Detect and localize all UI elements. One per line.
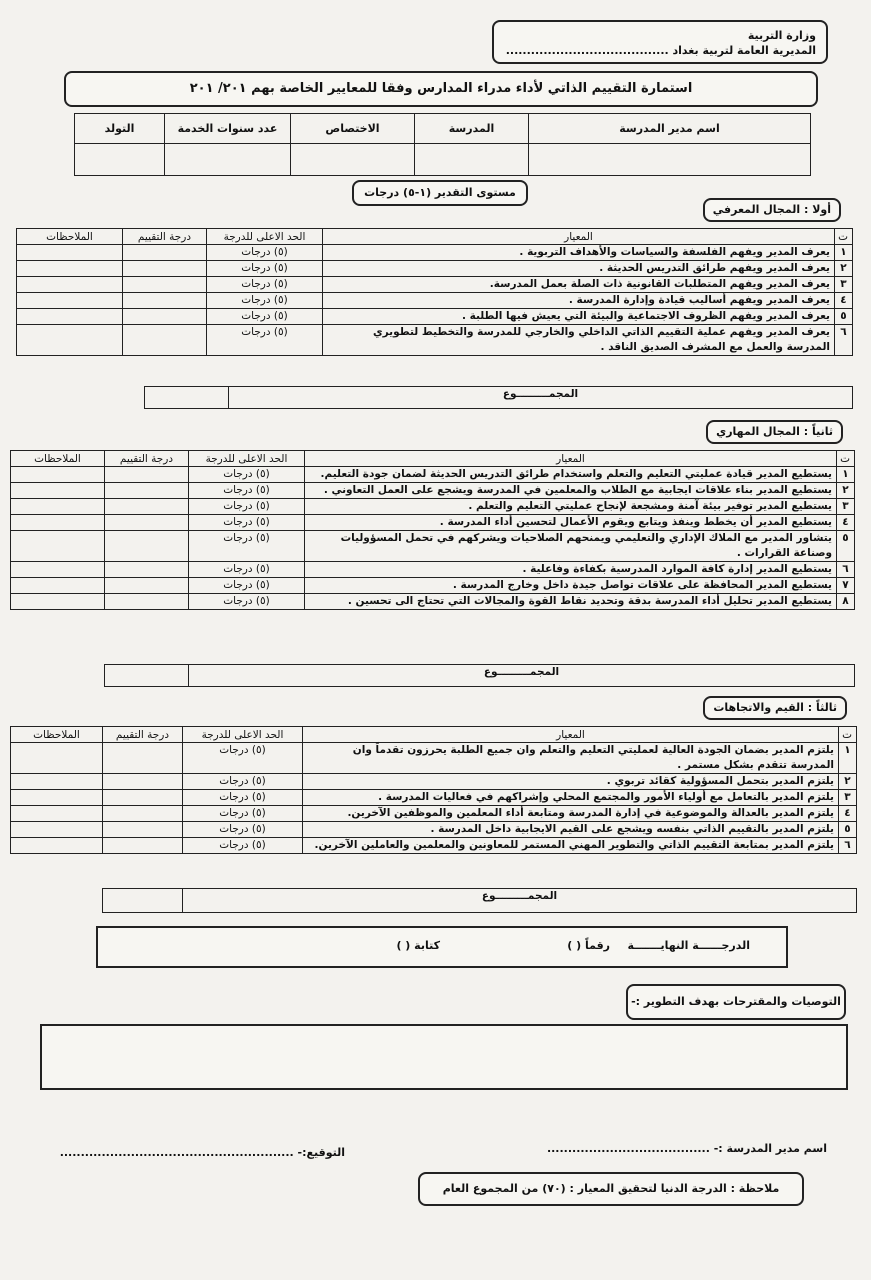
sum-score-field[interactable]	[105, 665, 189, 687]
col-header-max: الحد الاعلى للدرجة	[189, 451, 305, 467]
col-header-criterion: المعيار	[323, 229, 835, 245]
criterion-row	[11, 806, 857, 822]
criterion-score-field[interactable]	[123, 309, 207, 325]
criterion-text: يلتزم المدير بمتابعة التقييم الذاتي والتطوير المهني المستمر للمعاونين والمعلمين والعاملين الآخرين.	[303, 838, 839, 854]
col-header-max: الحد الاعلى للدرجة	[183, 727, 303, 743]
form-title: استمارة التقييم الذاتي لأداء مدراء المدارس وفقا للمعايير الخاصة بهم ٢٠١/ ٢٠١	[64, 71, 818, 107]
criterion-number: ٨	[837, 594, 855, 610]
criterion-row	[17, 293, 853, 309]
info-header-service-years: عدد سنوات الخدمة	[165, 114, 291, 144]
criterion-row	[17, 245, 853, 261]
criterion-text: يتشاور المدير مع الملاك الإداري والتعليمي ويمنحهم الصلاحيات ويشركهم في تحمل المسؤوليات وصناعة القرارات .	[305, 531, 837, 562]
criterion-notes-field[interactable]	[17, 293, 123, 309]
criterion-text: يعرف المدير ويفهم أساليب قيادة وإدارة المدرسة .	[323, 293, 835, 309]
criterion-row	[11, 531, 855, 562]
col-header-score: درجة التقييم	[123, 229, 207, 245]
section-values-table	[10, 726, 857, 854]
criterion-notes-field[interactable]	[17, 277, 123, 293]
info-header-birth: التولد	[75, 114, 165, 144]
criterion-score-field[interactable]	[105, 578, 189, 594]
criterion-number: ٢	[835, 261, 853, 277]
criterion-text: يلتزم المدير بالتقييم الذاتي بنفسه ويشجع على القيم الايجابية داخل المدرسة .	[303, 822, 839, 838]
criterion-text: يعرف المدير ويفهم المتطلبات القانونية ذات الصلة بعمل المدرسة.	[323, 277, 835, 293]
criterion-max-score: (٥) درجات	[189, 594, 305, 610]
criterion-notes-field[interactable]	[17, 325, 123, 356]
col-header-notes: الملاحظات	[11, 451, 105, 467]
criterion-row	[11, 838, 857, 854]
criterion-score-field[interactable]	[103, 774, 183, 790]
section-skills-sum	[104, 664, 855, 687]
criterion-row	[11, 483, 855, 499]
criterion-max-score: (٥) درجات	[183, 838, 303, 854]
criterion-number: ٥	[837, 531, 855, 562]
criterion-notes-field[interactable]	[11, 822, 103, 838]
criterion-notes-field[interactable]	[17, 261, 123, 277]
section-values-sum	[102, 888, 857, 913]
info-header-specialization: الاختصاص	[291, 114, 415, 144]
section-values-title: ثالثاً : القيم والاتجاهات	[703, 696, 847, 720]
info-field-specialization[interactable]	[291, 144, 415, 176]
criterion-max-score: (٥) درجات	[207, 309, 323, 325]
criterion-number: ٢	[839, 774, 857, 790]
info-header-school: المدرسة	[415, 114, 529, 144]
sum-label: المجمـــــــــوع	[189, 665, 855, 687]
criterion-notes-field[interactable]	[11, 467, 105, 483]
criterion-number: ٤	[837, 515, 855, 531]
info-field-school[interactable]	[415, 144, 529, 176]
col-header-criterion: المعيار	[305, 451, 837, 467]
criterion-row	[11, 578, 855, 594]
criterion-number: ٦	[839, 838, 857, 854]
criterion-notes-field[interactable]	[17, 245, 123, 261]
criterion-score-field[interactable]	[105, 562, 189, 578]
principal-info-table	[74, 113, 811, 176]
criterion-row	[17, 325, 853, 356]
col-header-num: ت	[839, 727, 857, 743]
criterion-text: يلتزم المدير بالتعامل مع أولياء الأمور والمجتمع المحلي وإشراكهم في فعاليات المدرسة .	[303, 790, 839, 806]
col-header-num: ت	[835, 229, 853, 245]
sum-score-field[interactable]	[145, 387, 229, 409]
criterion-max-score: (٥) درجات	[183, 790, 303, 806]
col-header-score: درجة التقييم	[105, 451, 189, 467]
criterion-max-score: (٥) درجات	[207, 325, 323, 356]
criterion-score-field[interactable]	[103, 790, 183, 806]
criterion-score-field[interactable]	[105, 531, 189, 562]
criterion-number: ٥	[835, 309, 853, 325]
section-rows	[17, 245, 853, 356]
criterion-row	[17, 309, 853, 325]
col-header-num: ت	[837, 451, 855, 467]
criterion-row	[11, 499, 855, 515]
section-cognitive-table	[16, 228, 853, 356]
criterion-text: يلتزم المدير بضمان الجودة العالية لعمليتي التعليم والتعلم وان جميع الطلبة يحرزون تقدماً وان المدرسة تتقدم بشكل مستمر .	[303, 743, 839, 774]
criterion-max-score: (٥) درجات	[189, 562, 305, 578]
criterion-row	[11, 774, 857, 790]
criterion-score-field[interactable]	[105, 483, 189, 499]
criterion-number: ٢	[837, 483, 855, 499]
info-field-service-years[interactable]	[165, 144, 291, 176]
criterion-row	[11, 562, 855, 578]
criterion-max-score: (٥) درجات	[207, 293, 323, 309]
criterion-text: يستطيع المدير تحليل أداء المدرسة بدقة وتحديد نقاط القوة والمجالات التي تحتاج الى تحسين .	[305, 594, 837, 610]
criterion-score-field[interactable]	[123, 245, 207, 261]
criterion-notes-field[interactable]	[11, 499, 105, 515]
criterion-text: يستطيع المدير إدارة كافة الموارد المدرسية بكفاءة وفاعلية .	[305, 562, 837, 578]
criterion-notes-field[interactable]	[11, 774, 103, 790]
criterion-max-score: (٥) درجات	[189, 531, 305, 562]
criterion-score-field[interactable]	[103, 743, 183, 774]
criterion-max-score: (٥) درجات	[207, 261, 323, 277]
criterion-score-field[interactable]	[123, 325, 207, 356]
criterion-max-score: (٥) درجات	[183, 806, 303, 822]
criterion-text: يعرف المدير ويفهم عملية التقييم الذاتي الداخلي والخارجي للمدرسة والتخطيط لتطويري المدرسة والعمل مع المشرف الصديق الناقد .	[323, 325, 835, 356]
criterion-number: ٤	[839, 806, 857, 822]
col-header-criterion: المعيار	[303, 727, 839, 743]
col-header-notes: الملاحظات	[17, 229, 123, 245]
criterion-row	[11, 467, 855, 483]
info-field-principal-name[interactable]	[529, 144, 811, 176]
criterion-score-field[interactable]	[105, 467, 189, 483]
criterion-number: ٦	[837, 562, 855, 578]
criterion-notes-field[interactable]	[11, 515, 105, 531]
info-header-principal-name: اسم مدير المدرسة	[529, 114, 811, 144]
col-header-max: الحد الاعلى للدرجة	[207, 229, 323, 245]
criterion-number: ١	[835, 245, 853, 261]
criterion-text: يستطيع المدير أن يخطط وينفذ ويتابع ويقوم الأعمال لتحسين أداء المدرسة .	[305, 515, 837, 531]
criterion-score-field[interactable]	[123, 277, 207, 293]
criterion-number: ٦	[835, 325, 853, 356]
section-rows	[11, 743, 857, 854]
final-grade-label: الدرجــــــة النهايـــــــة	[627, 939, 750, 952]
criterion-text: يستطيع المدير بناء علاقات ايجابية مع الطلاب والمعلمين في المدرسة ويشجع على العمل التعاوني .	[305, 483, 837, 499]
recommendations-label: التوصيات والمقترحات بهدف التطوير :-	[626, 984, 846, 1020]
criterion-notes-field[interactable]	[11, 806, 103, 822]
criterion-max-score: (٥) درجات	[183, 743, 303, 774]
criterion-notes-field[interactable]	[11, 743, 103, 774]
criterion-max-score: (٥) درجات	[189, 578, 305, 594]
criterion-text: يستطيع المدير توفير بيئة آمنة ومشجعة لإنجاح عمليتي التعليم والتعلم .	[305, 499, 837, 515]
section-cognitive-sum	[144, 386, 853, 409]
criterion-max-score: (٥) درجات	[207, 277, 323, 293]
final-grade-written[interactable]: كتابة ( )	[396, 939, 440, 952]
sum-label: المجمـــــــــوع	[229, 387, 853, 409]
criterion-text: يستطيع المدير قيادة عمليتي التعليم والتعلم واستخدام طرائق التدريس الحديثة لضمان جودة التعليم.	[305, 467, 837, 483]
sum-score-field[interactable]	[103, 889, 183, 913]
criterion-notes-field[interactable]	[11, 838, 103, 854]
rating-scale-label: مستوى التقدير (١-٥) درجات	[352, 180, 528, 206]
criterion-number: ١	[837, 467, 855, 483]
criterion-row	[11, 594, 855, 610]
criterion-text: يعرف المدير ويفهم الفلسفة والسياسات والأهداف التربوية .	[323, 245, 835, 261]
criterion-row	[11, 515, 855, 531]
sum-label: المجمـــــــــوع	[183, 889, 857, 913]
criterion-score-field[interactable]	[105, 594, 189, 610]
criterion-max-score: (٥) درجات	[183, 774, 303, 790]
criterion-row	[11, 743, 857, 774]
final-grade-numeric[interactable]: رقماً ( )	[567, 939, 610, 952]
ministry-name: وزارة التربية	[747, 29, 816, 42]
criterion-max-score: (٥) درجات	[189, 467, 305, 483]
directorate-name: المديرية العامة لتربية بغداد .......................................	[505, 44, 816, 57]
criterion-number: ١	[839, 743, 857, 774]
criterion-notes-field[interactable]	[11, 790, 103, 806]
col-header-score: درجة التقييم	[103, 727, 183, 743]
principal-name-line[interactable]: اسم مدير المدرسة :- .......................................	[546, 1142, 827, 1155]
criterion-number: ٣	[839, 790, 857, 806]
criterion-text: يستطيع المدير المحافظة على علاقات تواصل جيدة داخل وخارج المدرسة .	[305, 578, 837, 594]
criterion-notes-field[interactable]	[11, 594, 105, 610]
criterion-row	[11, 790, 857, 806]
criterion-number: ٣	[835, 277, 853, 293]
criterion-row	[17, 261, 853, 277]
criterion-row	[11, 822, 857, 838]
criterion-max-score: (٥) درجات	[189, 483, 305, 499]
criterion-text: يعرف المدير ويفهم الظروف الاجتماعية والبيئة التي يعيش فيها الطلبة .	[323, 309, 835, 325]
section-rows	[11, 467, 855, 610]
criterion-score-field[interactable]	[103, 838, 183, 854]
recommendations-input[interactable]	[40, 1024, 848, 1090]
criterion-notes-field[interactable]	[11, 483, 105, 499]
ministry-header	[492, 20, 828, 64]
criterion-text: يلتزم المدير بالعدالة والموضوعية في إدارة المدرسة ومتابعة أداء المعلمين والموظفين الآخرين.	[303, 806, 839, 822]
criterion-score-field[interactable]	[103, 806, 183, 822]
section-cognitive-title: أولا : المجال المعرفي	[703, 198, 841, 222]
final-grade-box	[96, 926, 788, 968]
criterion-text: يلتزم المدير بتحمل المسؤولية كقائد تربوي .	[303, 774, 839, 790]
criterion-notes-field[interactable]	[11, 531, 105, 562]
section-skills-title: ثانياً : المجال المهاري	[706, 420, 843, 444]
criterion-score-field[interactable]	[105, 515, 189, 531]
criterion-number: ٥	[839, 822, 857, 838]
col-header-notes: الملاحظات	[11, 727, 103, 743]
criterion-score-field[interactable]	[103, 822, 183, 838]
info-field-birth[interactable]	[75, 144, 165, 176]
criterion-row	[17, 277, 853, 293]
criterion-max-score: (٥) درجات	[183, 822, 303, 838]
criterion-number: ٣	[837, 499, 855, 515]
criterion-number: ٤	[835, 293, 853, 309]
criterion-text: يعرف المدير ويفهم طرائق التدريس الحديثة .	[323, 261, 835, 277]
criterion-notes-field[interactable]	[11, 562, 105, 578]
criterion-notes-field[interactable]	[17, 309, 123, 325]
signature-line[interactable]: التوقيع:- ........................................................	[59, 1146, 345, 1159]
criterion-score-field[interactable]	[123, 293, 207, 309]
criterion-max-score: (٥) درجات	[189, 515, 305, 531]
section-skills-table	[10, 450, 855, 610]
criterion-score-field[interactable]	[105, 499, 189, 515]
minimum-score-note: ملاحظة : الدرجة الدنيا لتحقيق المعيار : (٧٠) من المجموع العام	[418, 1172, 804, 1206]
criterion-max-score: (٥) درجات	[189, 499, 305, 515]
criterion-max-score: (٥) درجات	[207, 245, 323, 261]
criterion-score-field[interactable]	[123, 261, 207, 277]
criterion-number: ٧	[837, 578, 855, 594]
criterion-notes-field[interactable]	[11, 578, 105, 594]
